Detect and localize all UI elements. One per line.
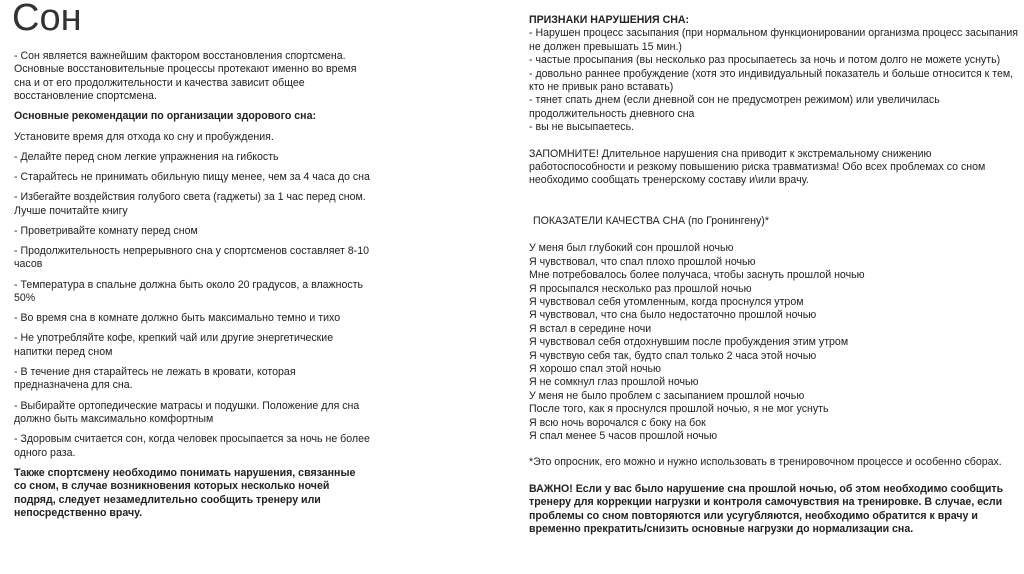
recommendation-item: - Здоровым считается сон, когда человек просыпается за ночь не более одного раза. xyxy=(14,433,370,459)
recommendation-item: - Проветривайте комнату перед сном xyxy=(14,224,198,237)
quality-item: Я хорошо спал этой ночью xyxy=(529,362,661,375)
questionnaire-footnote: *Это опросник, его можно и нужно использовать в тренировочном процессе и особенно сборах. xyxy=(529,456,1002,469)
quality-item: Мне потребовалось более получаса, чтобы заснуть прошлой ночью xyxy=(529,269,865,282)
left-column xyxy=(14,50,370,527)
recommendation-item: - Старайтесь не принимать обильную пищу менее, чем за 4 часа до сна xyxy=(14,171,370,184)
quality-item: Я чувствовал, что сна было недостаточно прошлой ночью xyxy=(529,309,817,322)
intro-paragraph: - Сон является важнейшим фактором восстановления спортсмена. Основные восстановительные процессы протекают именно во время сна и от его продолжительности и качества зависит общее восстановление спортсмена. xyxy=(14,50,357,103)
recommendation-item: - Не употребляйте кофе, крепкий чай или другие энергетические напитки перед сном xyxy=(14,332,334,358)
sign-item: - вы не высыпаетесь. xyxy=(529,121,635,134)
recommendation-item: - Температура в спальне должна быть около 20 градусов, а влажность 50% xyxy=(14,278,364,305)
quality-item: Я не сомкнул глаз прошлой ночью xyxy=(529,376,699,389)
remember-paragraph: ЗАПОМНИТЕ! Длительное нарушения сна приводит к экстремальному снижению работоспособности и резкому повышению риска травматизма! Обо всех проблемах со сном необходимо сообщать тренерскому составу и\или врачу. xyxy=(529,147,986,187)
recommendation-item: - В течение дня старайтесь не лежать в кровати, которая предназначена для сна. xyxy=(14,366,296,392)
recommendation-item: - Избегайте воздействия голубого света (гаджеты) за 1 час перед сном. Лучше почитайте книгу xyxy=(14,191,366,217)
quality-item: Я всю ночь ворочался с боку на бок xyxy=(529,416,706,429)
closing-note: Также спортсмену необходимо понимать нарушения, связанные со сном, в случае возникновения которых несколько ночей подряд, следует незамедлительно сообщить тренеру или непосредственно врачу. xyxy=(14,466,356,520)
sign-item: - частые просыпания (вы несколько раз просыпаетесь за ночь и потом долго не можете уснуть) xyxy=(529,54,1001,67)
sign-item: - довольно раннее пробуждение (хотя это индивидуальный показатель и больше относится к тем, кто не привык рано вставать) xyxy=(529,67,1014,94)
quality-item: У меня не было проблем с засыпанием прошлой ночью xyxy=(529,389,805,402)
recommendation-item: - Выбирайте ортопедические матрасы и подушки. Положение для сна должно быть максимально комфортным xyxy=(14,399,360,426)
sign-item: - Нарушен процесс засыпания (при нормальном функционировании организма процесс засыпания не должен превышать 15 мин.) xyxy=(529,27,1018,53)
recommendation-item: Установите время для отхода ко сну и пробуждения. xyxy=(14,130,274,143)
quality-item: Я чувствовал, что спал плохо прошлой ночью xyxy=(529,255,756,268)
sign-item: - тянет спать днем (если дневной сон не предусмотрен режимом) или увеличилась продолжительность дневного сна xyxy=(529,94,940,120)
quality-item: Я чувствую себя так, будто спал только 2 часа этой ночью xyxy=(529,349,817,362)
quality-item: У меня был глубокий сон прошлой ночью xyxy=(529,242,734,255)
recommendations-heading: Основные рекомендации по организации здорового сна: xyxy=(14,110,316,123)
quality-item: Я чувствовал себя отдохнувшим после пробуждения этим утром xyxy=(529,336,849,349)
quality-heading: ПОКАЗАТЕЛИ КАЧЕСТВА СНА (по Гронингену)* xyxy=(533,214,769,227)
recommendation-item: - Во время сна в комнате должно быть максимально темно и тихо xyxy=(14,312,341,325)
right-column xyxy=(529,14,1021,536)
important-note: ВАЖНО! Если у вас было нарушение сна прошлой ночью, об этом необходимо сообщить тренеру для коррекции нагрузки и контроля самочувствия на тренировке. В случае, если проблемы со сном повторяются или усугубляются, необходимо обратится к врачу и временно прекратить/снизить основные нагрузки до нормализации сна. xyxy=(529,482,1004,535)
quality-item: Я встал в середине ночи xyxy=(529,322,652,335)
quality-item: Я чувствовал себя утомленным, когда проснулся утром xyxy=(529,295,804,308)
recommendation-item: - Делайте перед сном легкие упражнения на гибкость xyxy=(14,150,279,163)
quality-item: Я просыпался несколько раз прошлой ночью xyxy=(529,282,752,295)
page-title: Сон xyxy=(12,0,82,39)
signs-heading: ПРИЗНАКИ НАРУШЕНИЯ СНА: xyxy=(529,14,690,26)
quality-item: После того, как я проснулся прошлой ночью, я не мог уснуть xyxy=(529,403,829,416)
quality-item: Я спал менее 5 часов прошлой ночью xyxy=(529,429,718,442)
recommendation-item: - Продолжительность непрерывного сна у спортсменов составляет 8-10 часов xyxy=(14,245,369,271)
